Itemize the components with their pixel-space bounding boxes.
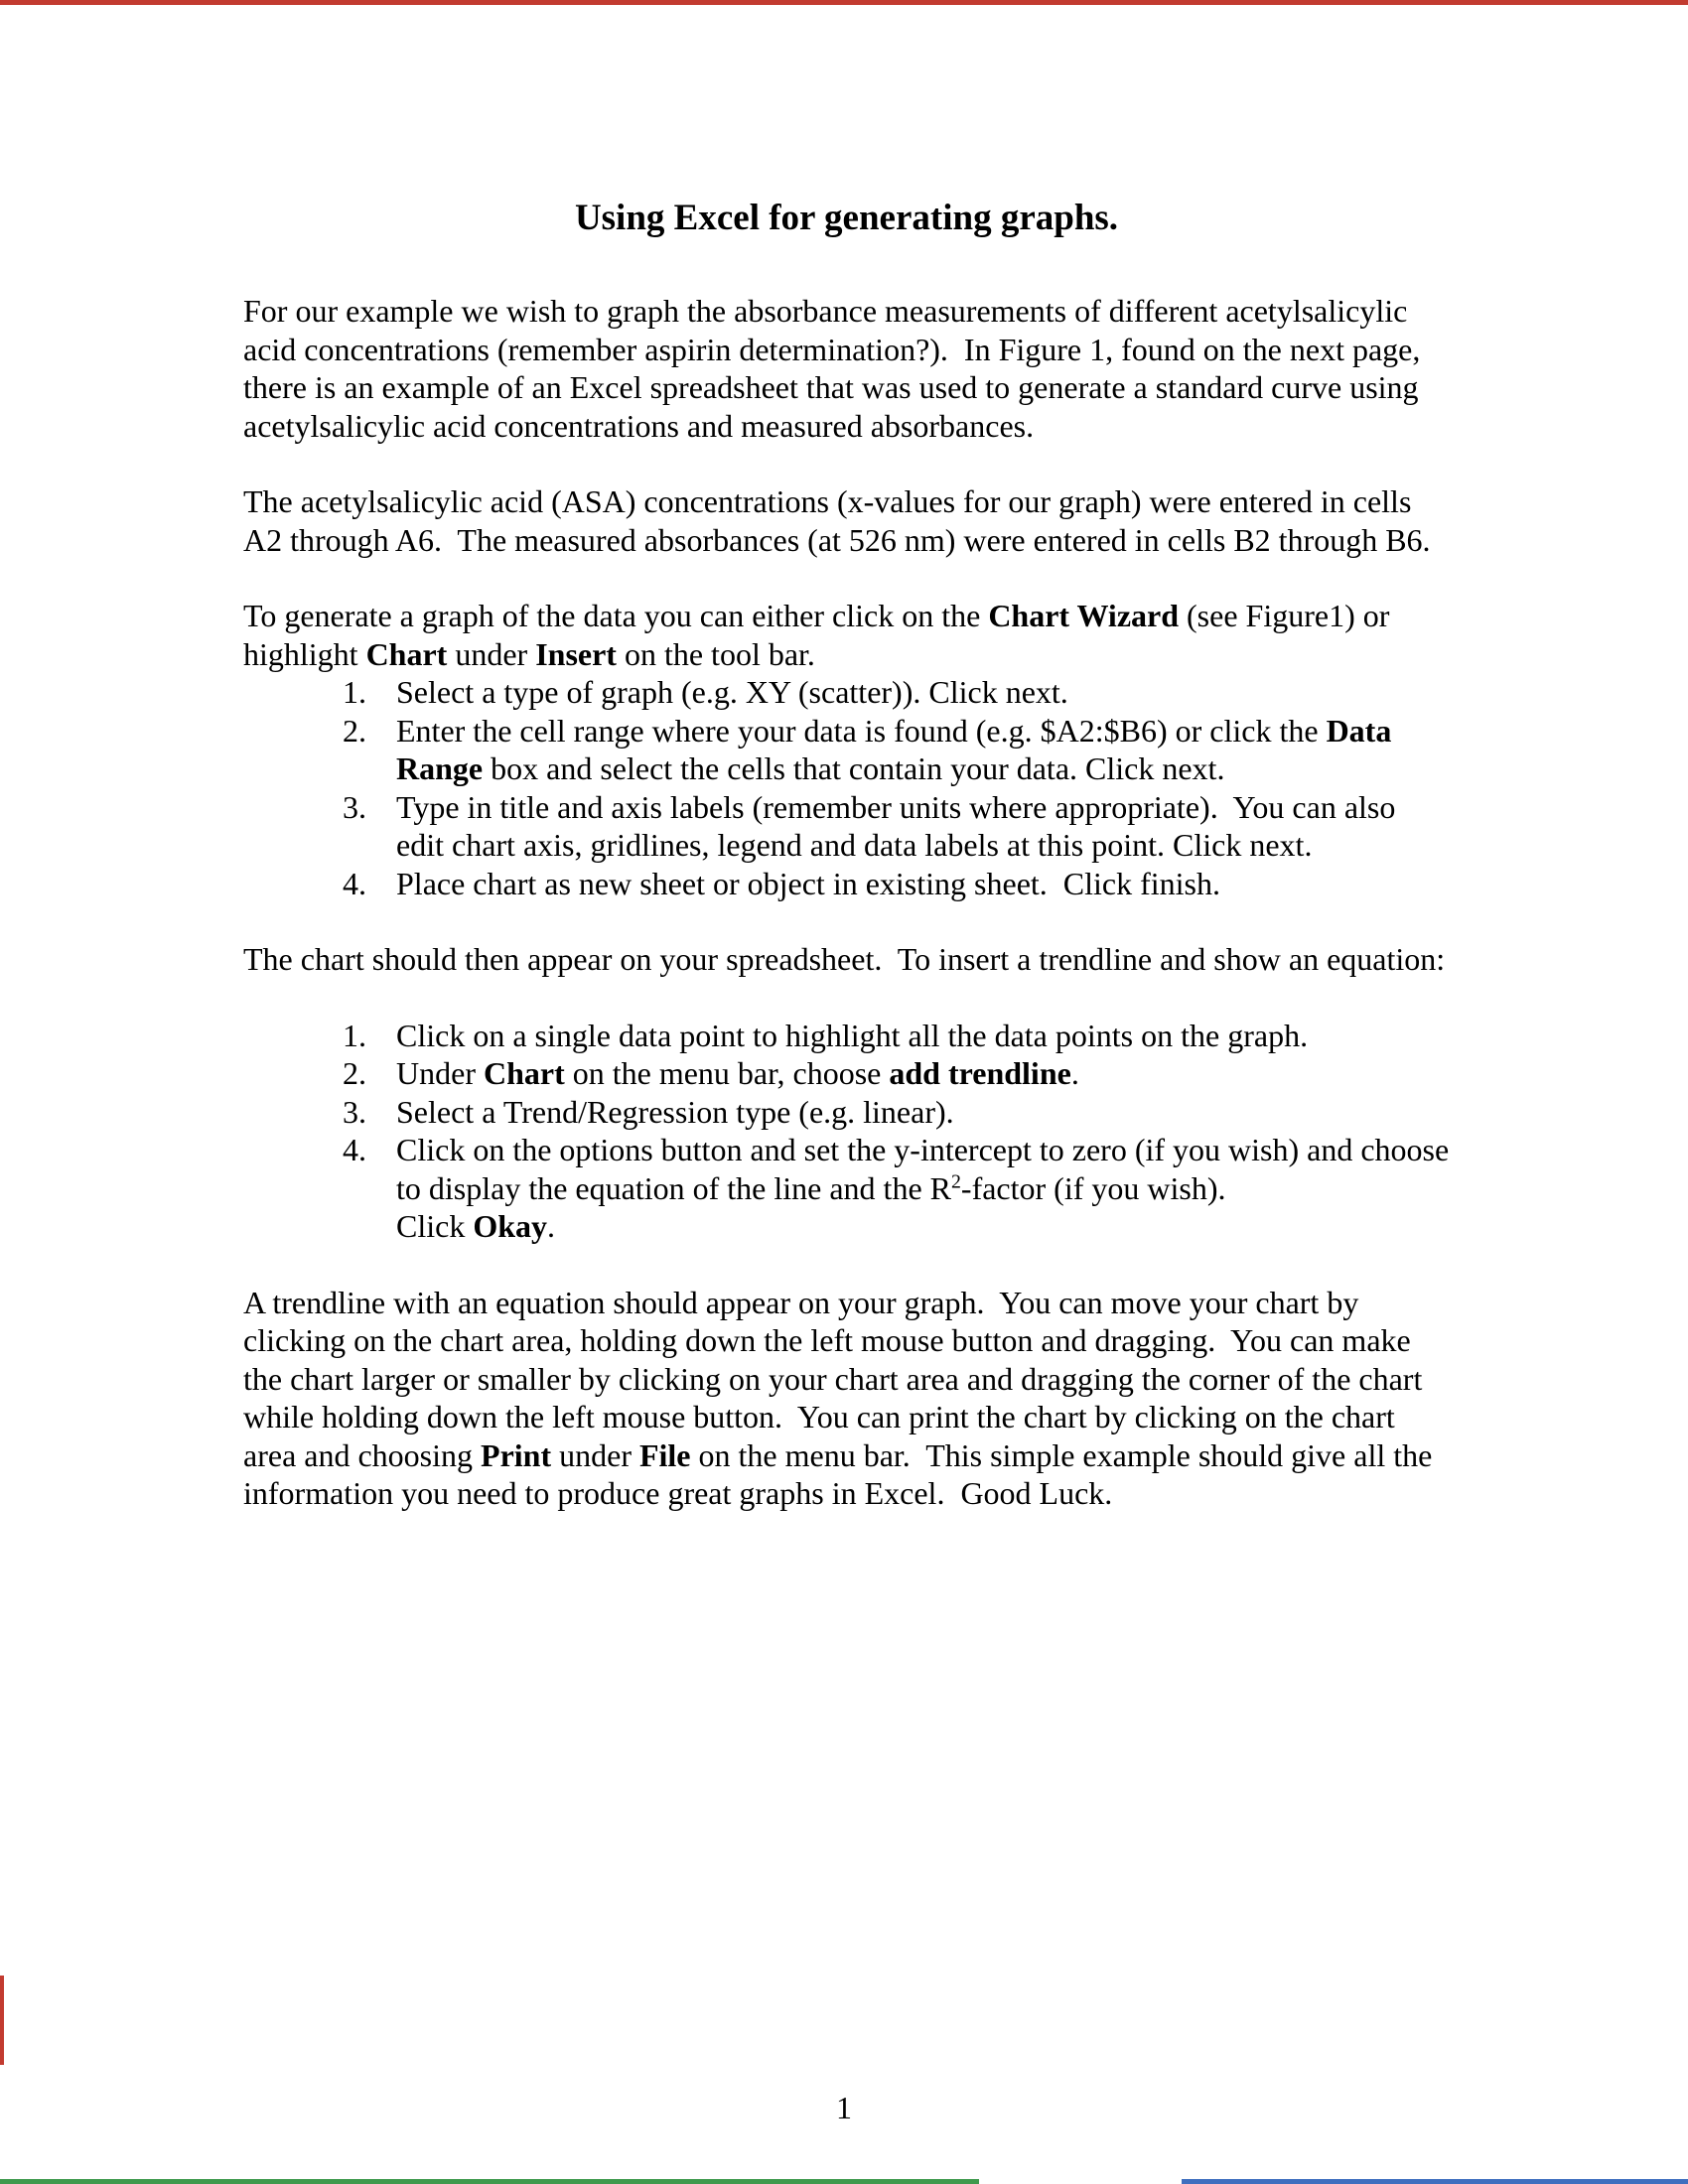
list-item-number: 1. bbox=[343, 674, 366, 710]
bold-text-run: Chart bbox=[483, 1055, 565, 1091]
page-number: 1 bbox=[836, 2090, 852, 2125]
list-item bbox=[243, 865, 1450, 903]
document-body bbox=[243, 292, 1458, 1513]
numbered-list bbox=[243, 673, 1450, 902]
paragraph bbox=[243, 1284, 1450, 1513]
superscript-run: 2 bbox=[950, 1169, 961, 1192]
list-item-number: 2. bbox=[343, 712, 366, 749]
text-run: Click on a single data point to highlight all the data points on the graph. bbox=[396, 1017, 1309, 1053]
text-run: Select a type of graph (e.g. XY (scatter)). Click next. bbox=[396, 674, 1068, 710]
text-run: The chart should then appear on your spreadsheet. To insert a trendline and show an equation: bbox=[243, 941, 1446, 977]
paragraph bbox=[243, 940, 1450, 979]
text-run: . bbox=[547, 1208, 556, 1244]
text-run: Place chart as new sheet or object in existing sheet. Click finish. bbox=[396, 865, 1220, 901]
list-item bbox=[243, 712, 1450, 788]
text-run: Select a Trend/Regression type (e.g. linear). bbox=[396, 1093, 954, 1130]
list-item-text bbox=[396, 673, 1450, 712]
paragraph bbox=[243, 482, 1450, 559]
list-item-text bbox=[396, 865, 1450, 903]
bold-text-run: Chart Wizard bbox=[988, 598, 1180, 633]
document-title: Using Excel for generating graphs. bbox=[574, 198, 1119, 238]
scan-artifact-bottom-left bbox=[0, 2179, 979, 2184]
paragraph bbox=[243, 292, 1450, 445]
bold-text-run: add trendline bbox=[889, 1055, 1071, 1091]
numbered-list bbox=[243, 1017, 1458, 1246]
text-run: Click bbox=[396, 1208, 474, 1244]
list-item-number: 2. bbox=[343, 1055, 366, 1091]
bold-text-run: Chart bbox=[365, 635, 448, 672]
bold-text-run: Insert bbox=[535, 635, 617, 672]
text-run: Click on the options button and set the y-intercept to zero (if you wish) and choose to display the equation of the line and the R bbox=[396, 1132, 1458, 1206]
bold-text-run: Data Range bbox=[396, 712, 1400, 786]
list-item bbox=[243, 1093, 1450, 1132]
text-run: Under bbox=[396, 1055, 484, 1091]
list-item-number: 4. bbox=[343, 1132, 366, 1167]
bold-text-run: Print bbox=[481, 1436, 552, 1473]
list-item-text bbox=[396, 1131, 1458, 1246]
bold-text-run: File bbox=[638, 1436, 691, 1473]
text-run: box and select the cells that contain your data. Click next. bbox=[483, 751, 1225, 786]
list-item bbox=[243, 1054, 1450, 1093]
text-run: on the menu bar, choose bbox=[564, 1055, 890, 1091]
text-run: For our example we wish to graph the absorbance measurements of different acetylsalicylic acid concentrations (remember aspirin determination?). In Figure 1, found on the next page, there is an example of an Excel spreadsheet that was used to generate a standard curve using acetylsalicylic acid concentrations and measured absorbances. bbox=[243, 293, 1429, 444]
list-item-text bbox=[396, 712, 1450, 788]
list-item bbox=[243, 1131, 1458, 1246]
list-item bbox=[243, 788, 1450, 865]
list-item-number: 3. bbox=[343, 788, 366, 825]
text-run: under bbox=[447, 635, 536, 672]
list-item-number: 1. bbox=[343, 1017, 366, 1053]
list-item-text bbox=[396, 1093, 1450, 1132]
list-item-text bbox=[396, 788, 1450, 865]
text-run: To generate a graph of the data you can either click on the bbox=[243, 598, 989, 633]
paragraph bbox=[243, 597, 1450, 673]
list-item-number: 3. bbox=[343, 1093, 366, 1130]
text-run: A trendline with an equation should appear on your graph. You can move your chart by clicking on the chart area, holding down the left mouse button and dragging. You can make the chart larger or smaller by clicking on your chart area and dragging the corner of the chart while holding down the left mouse button. You can print the chart by clicking on the chart area and choosing bbox=[243, 1284, 1431, 1473]
text-run: The acetylsalicylic acid (ASA) concentrations (x-values for our graph) were entered in cells A2 through A6. The measured absorbances (at 526 nm) were entered in cells B2 through B6. bbox=[243, 483, 1431, 558]
bold-text-run: Okay bbox=[473, 1208, 548, 1244]
scan-artifact-bottom-right bbox=[1182, 2179, 1688, 2184]
list-item bbox=[243, 673, 1450, 712]
list-item-text bbox=[396, 1054, 1450, 1093]
text-run: . bbox=[1070, 1055, 1079, 1091]
scan-artifact-left bbox=[0, 1976, 4, 2065]
list-item bbox=[243, 1017, 1450, 1055]
text-run: Type in title and axis labels (remember units where appropriate). You can also edit chart axis, gridlines, legend and data labels at this point. Click next. bbox=[396, 788, 1404, 863]
list-item-text bbox=[396, 1017, 1450, 1055]
scan-artifact-top bbox=[0, 0, 1688, 5]
text-run: on the tool bar. bbox=[616, 635, 815, 672]
text-run: -factor (if you wish). bbox=[960, 1169, 1234, 1206]
text-run: under bbox=[551, 1436, 639, 1473]
text-run: Enter the cell range where your data is found (e.g. $A2:$B6) or click the bbox=[396, 712, 1327, 749]
list-item-number: 4. bbox=[343, 865, 366, 901]
text-run: (see Figure1) or highlight bbox=[243, 598, 1398, 672]
text-run: on the menu bar. This simple example should give all the information you need to produce great graphs in Excel. Good Luck. bbox=[243, 1436, 1441, 1511]
